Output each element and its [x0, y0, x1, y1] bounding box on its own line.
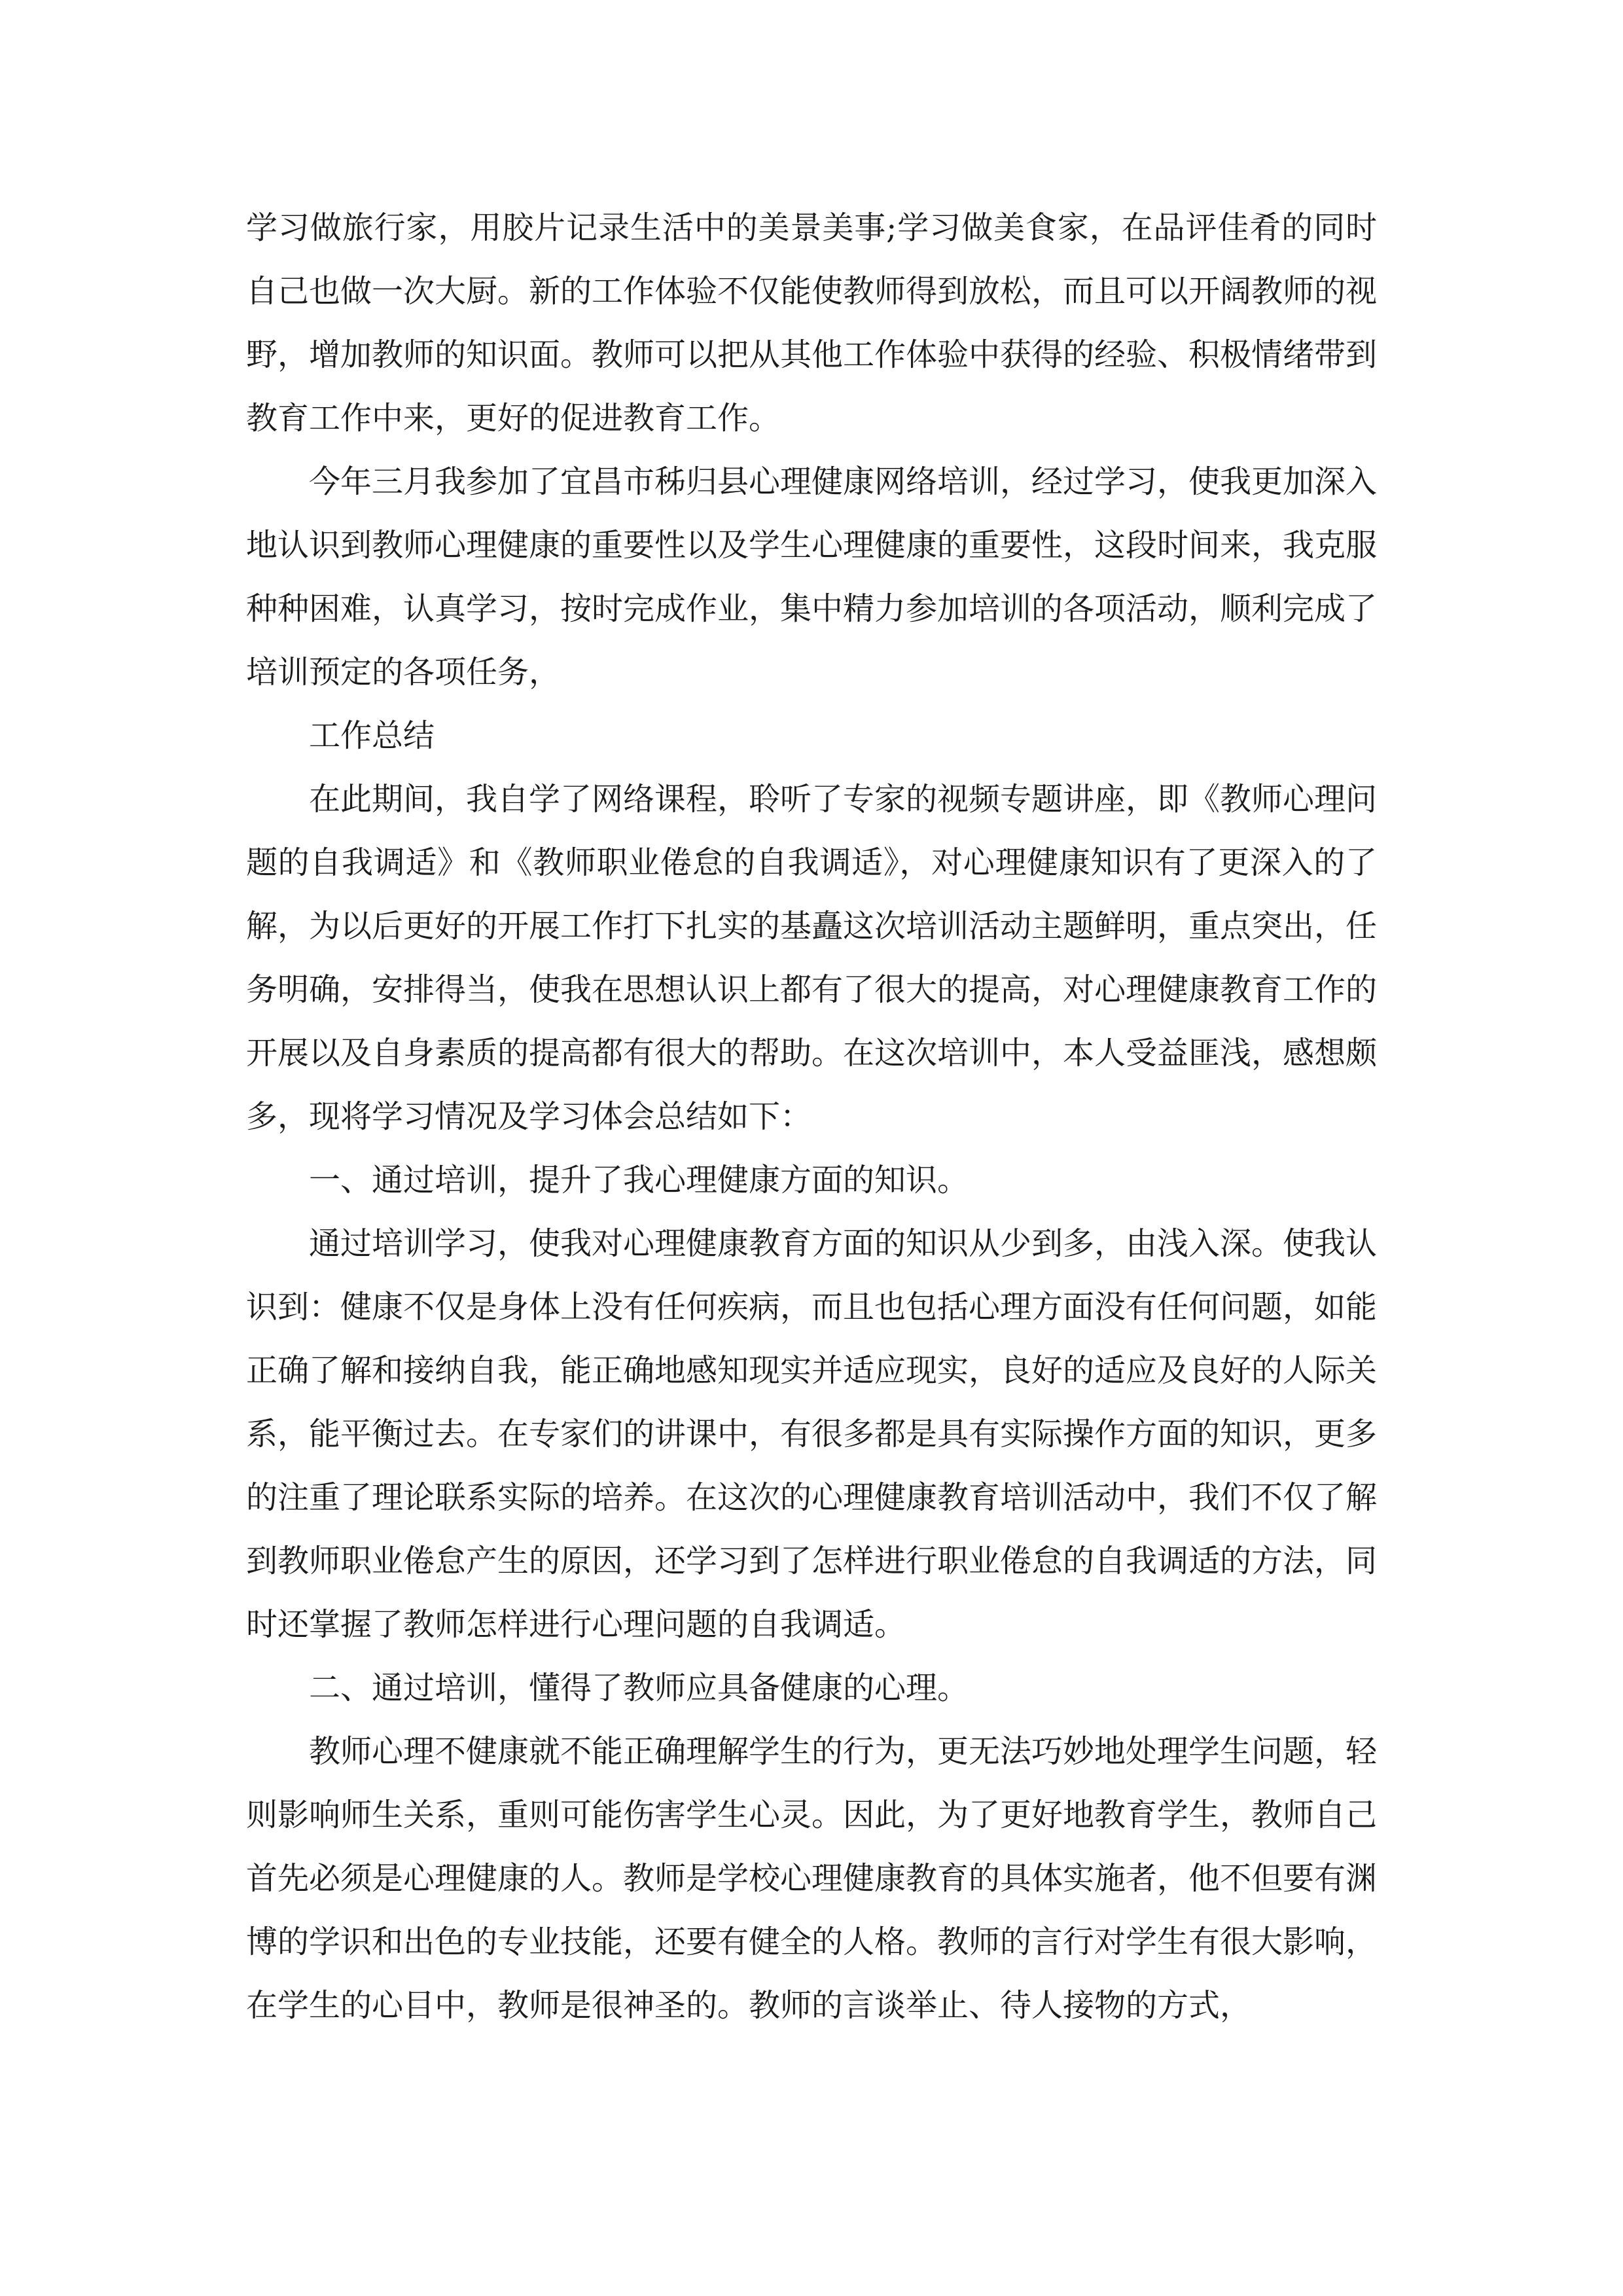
section-heading-two: 二、通过培训，懂得了教师应具备健康的心理。: [309, 1670, 969, 1706]
document-body: [246, 196, 1377, 2037]
section-heading-one: 一、通过培训，提升了我心理健康方面的知识。: [309, 1162, 969, 1198]
paragraph-training-intro: 今年三月我参加了宜昌市秭归县心理健康网络培训，经过学习，使我更加深入地认识到教师心理健康的重要性以及学生心理健康的重要性，这段时间来，我克服种种困难，认真学习，按时完成作业，集中精力参加培训的各项活动，顺利完成了培训预定的各项任务，: [246, 463, 1378, 691]
paragraph-teacher-health: 教师心理不健康就不能正确理解学生的行为，更无法巧妙地处理学生问题，轻则影响师生关系，重则可能伤害学生心灵。因此，为了更好地教育学生，教师自己首先必须是心理健康的人。教师是学校心理健康教育的具体实施者，他不但要有渊博的学识和出色的专业技能，还要有健全的人格。教师的言行对学生有很大影响，在学生的心目中，教师是很神圣的。教师的言谈举止、待人接物的方式，: [246, 1733, 1378, 2024]
paragraph-travel-food: 学习做旅行家，用胶片记录生活中的美景美事;学习做美食家，在品评佳肴的同时自己也做一次大厨。新的工作体验不仅能使教师得到放松，而且可以开阔教师的视野，增加教师的知识面。教师可以把从其他工作体验中获得的经验、积极情绪带到教育工作中来，更好的促进教育工作。: [246, 209, 1378, 437]
paragraph-knowledge: 通过培训学习，使我对心理健康教育方面的知识从少到多，由浅入深。使我认识到：健康不仅是身体上没有任何疾病，而且也包括心理方面没有任何问题，如能正确了解和接纳自我，能正确地感知现实并适应现实，良好的适应及良好的人际关系，能平衡过去。在专家们的讲课中，有很多都是具有实际操作方面的知识，更多的注重了理论联系实际的培养。在这次的心理健康教育培训活动中，我们不仅了解到教师职业倦怠产生的原因，还学习到了怎样进行职业倦怠的自我调适的方法，同时还掌握了教师怎样进行心理问题的自我调适。: [246, 1225, 1378, 1643]
paragraph-during-period: 在此期间，我自学了网络课程，聆听了专家的视频专题讲座，即《教师心理问题的自我调适》和《教师职业倦怠的自我调适》，对心理健康知识有了更深入的了解，为以后更好的开展工作打下扎实的基矗这次培训活动主题鲜明，重点突出，任务明确，安排得当，使我在思想认识上都有了很大的提高，对心理健康教育工作的开展以及自身素质的提高都有很大的帮助。在这次培训中，本人受益匪浅，感想颇多，现将学习情况及学习体会总结如下：: [246, 781, 1378, 1135]
heading-work-summary: 工作总结: [309, 717, 435, 754]
